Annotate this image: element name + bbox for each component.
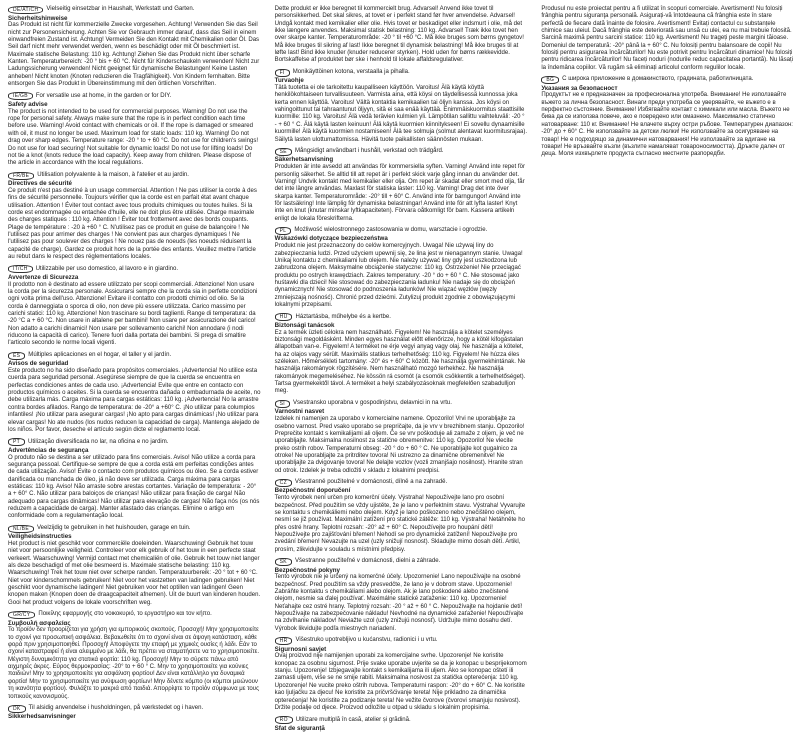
section-header — [8, 611, 261, 619]
section-body: Ovaj proizvod nije namijenjen uporabi za komercijalne svrhe. Upozorenje! Ne koristite konopac za osobnu sigurnost. Prije svake uporabe uvjerite se da je konopac u besprijekornom stanju. Upozorenje! Izbjegavajte kontakt s kemikalijama ili uljem. Ako se konopac oštetí ili zamasti uljem, više se ne smije rabiti. Maksimalna nosivost za statička opterećenja: 110 kg. Upozorenje! Ne vucite preko oštrih rubova. Temperaturni raspon: -20° do + 60° C. Ne koristite kao ljuljačku za djecu! Ne koristite za pričvršćivanje tereta! Nije prikladno za dinamička opterećenja! Ne koristite za podizanje tereta! Ne vežite čvorove (čvorovi smanjuju nosivost). Držite podalje od djece. Proizvod odložite u otpad u skladu s lokalnim propisima. — [274, 653, 527, 711]
country-code-badge: HU — [275, 313, 293, 321]
section-header — [275, 479, 528, 487]
section-body: Produsul nu este proiectat pentru a fi utilizat în scopuri comerciale. Avertisment! Nu folosiți frânghia pentru siguranţa personală. Asigurați-vă întotdeauna că frânghia este în stare perfectă de fiecare dată înainte de folosire. Avertisment! Evitați contactul cu substanțele chimice sau uleiul. Dacă frânghia este deteriorată sau unsă cu ulei, ea nu mai trebuie folosită. Sarcină maximă pentru sarcini statice: 110 kg. Avertisment! Nu trageți peste margini tăioase. Domeniul de temperatură: -20° până la + 60° C. Nu folosiți pentru balansoare de copii! Nu folosiți pentru asigurarea încărcăturilor! Nu este potrivit pentru încărcături dinamice! Nu folosiți pentru ridicarea încărcăturilor! Nu faceți noduri (nodurile reduc capacitatea portantă). Nu lăsați la îndemâna copiilor. Vă rugăm să eliminați articolul conform regulilor locale. — [541, 6, 794, 71]
country-code-badge: ES — [8, 352, 25, 360]
usage-intro: Mångsidigt användbart i hushåll, verkstad och trädgård. — [294, 148, 444, 155]
country-code-badge: FR/BE — [8, 172, 34, 180]
section-fi — [275, 69, 528, 144]
usage-intro: Ποικίλης εφαρμογής στο νοικοκυριό, το εργαστήριο και τον κήπο. — [38, 611, 212, 618]
section-body: Il prodotto non è destinato ad essere utilizzato per scopi commerciali. Attenzione! Non usare la corda per la sicurezza personale. Assicurarsi sempre che la corda sia in perfette condizioni ogni volta prima dell'uso. Attenzione! Evitare il contatto con prodotti chimici od olio. Se la corda è danneggiata o sporca di olio, non deve più essere utilizzata. Carico massimo per carichi statici: 110 kg. Attenzione! Non trascinare su bordi taglienti. Range di temperatura: da -20 °C a + 60 °C. Non usare in altalene per bambini! Non usare per assicurazione del carico! Non adatto a carichi dinamici! Non usare per sollevamento carichi! Non annodare (i nodi riducono la capacità di carico). Tenere fuori dalla portata dei bambini. Si prega di smaltire l'articolo secondo le norme locali vigenti. — [8, 281, 258, 347]
section-it — [8, 265, 261, 347]
section-si — [275, 400, 528, 475]
section-title: Sikkerhedsanvisninger — [8, 713, 76, 721]
section-body: Ce produit n'est pas destiné à un usage commercial. Attention ! Ne pas utiliser la corde à des fins de sécurité personnelle. Toujours vérifier que la corde est en parfait état avant chaque utilisation. Attention ! Éviter tout contact avec tous produits chimiques ou toutes huiles. Si la corde est endommagée ou entachée d'huile, elle ne doit plus être utilisée. Charge maximale des charges statiques : 110 kg. Attention ! Éviter tout frottement avec des bords coupants. Plage de température : -20 à +60 ° C. N'utilisez pas ce produit en guise de balançoire ! Ne l'utilisez pas pour arrimer des charges ! Ne convient pas aux charges dynamiques ! Ne l'utilisez pas pour soulever des charges ! Ne nouez pas de noeuds (les noeuds réduisent la capacité de charge). Gardez ce produit hors de la portée des enfants. Veuillez mettre l'article au rebut dans le respect des réglementations locales. — [8, 187, 257, 260]
section-se — [275, 148, 528, 223]
section-pl — [275, 227, 528, 309]
section-title: Säkerhetsanvisning — [274, 156, 334, 164]
section-header — [275, 148, 528, 156]
section-es — [8, 352, 261, 434]
country-code-badge: DK — [8, 705, 26, 713]
section-header — [8, 525, 261, 533]
section-body: Produkt nie jest przeznaczony do celów komercyjnych. Uwaga! Nie używaj liny do zabezpieczania ludzi. Przed użyciem upewnij się, że lina jest w nienagannym stanie. Uwaga! Unikaj kontaktu z chemikaliami lub olejem. Nie należy używać liny gdy jest uszkodzona lub zabrudzona olejem. Maksymalne obciążenie statyczne: 110 kg. Ostrzeżenie! Nie przeciągać produktu po ostrych krawędziach. Zakres temperatury: -20 ° do + 60 ° C. Nie stosować jako huśtawki dla dzieci! Nie stosować do zabezpieczania ładunku! Nie nadaje się do obciążeń dynamicznych! Nie stosować do podnoszenia ładunków! Nie wiązać węzłów (węzły zmniejszają nośność). Chronić przed dziećmi. Zutylizuj produkt zgodnie z obowiązującymi lokalnymi przepisami. — [274, 243, 523, 309]
usage-intro: Monikäyttöinen kotona, verstaalla ja pihalla. — [292, 69, 410, 76]
section-title: Biztonsági tanácsok — [274, 321, 335, 329]
section-hu — [275, 313, 528, 395]
country-code-badge: NL/BE — [8, 525, 34, 533]
section-header — [8, 6, 261, 14]
section-title: Veiligheidsinstructies — [8, 533, 72, 541]
usage-intro: Vielseitig einsetzbar in Haushalt, Werkstatt und Garten. — [46, 6, 195, 13]
section-body: Izdelek ni namenjen za uporabo v komercialne namene. Opozorilo! Vrvi ne uporabljajte za osebno varnost. Pred vsako uporabo se prepričajte, da je vrv v brezhibnem stanju. Opozorilo! Preprečite kontakt s kemikalijami ali oljem. Če se vrv poškoduje ali zamaže z oljem, je več ne uporabljajte. Maksimalna nosilnost za statične obremenitve: 110 kg. Opozorilo! Ne vlecite preko ostrih robov. Temperaturni obseg: -20 ° do + 60 ° C. Ne uporabljajte kot gugalnico za otroke! Ne uporabljajte za pritrditev tovora! Ni ustrezno za dinamične obremenitve! Ne uporabljajte za dvigovanje tovora! Ne delajte vozlov (vozli zmanjšajo nosilnost). Hranite stran od otrok. Izdelek je treba odložiti v skladu z lokalnimi predpisi. — [274, 416, 525, 474]
country-code-badge: CZ — [275, 479, 292, 487]
section-body: Tento výrobek není určen pro komerční účely. Výstraha! Nepoužívejte lano pro osobní bezpečnost. Před použitím se vždy ujistěte, že je lano v perfektním stavu. Výstraha! Vyvarujte se kontaktu s chemikáliemi nebo olejem. Když je lano poškozeno nebo znečištěno olejem, nesmí se již používat. Maximální zatížení pro statické zátěže: 110 kg. Výstraha! Netáhněte ho přes ostré hrany. Teplotní rozsah: -20° až + 60° C. Nepoužívejte pro houpání dětí! Nepoužívejte pro zajišťování břemen! Nehodí se pro dynamické zatížení! Nepoužívejte pro zvedání břemen! Nevazujte na uzel (uzly snižují nosnost). Skladujte mimo dosah dětí. Artikl, prosím, zlikvidujte v souladu s místními předpisy. — [274, 495, 526, 553]
usage-intro: For versatile use at home, in the garden or for DIY. — [35, 92, 172, 99]
section-body: Este producto no ha sido diseñado para propósitos comerciales. ¡Advertencia! No utilice esta cuerda para seguridad personal. Asegúrese siempre de que la cuerda se encuentra en perfectas condiciones antes de cada uso. ¡Advertencia! Evite que entre en contacto con productos químicos o aceites. Si la cuerda se encuentra dañada o embadurnada de aceite, no debe utilizarla más. Carga máxima para cargas estáticas: 110 kg. ¡Advertencia! No la arrastre contra bordes afilados. Rango de temperatura: de -20° a +60° C. ¡No utilizar para columpios infantiles! ¡No utilizar para asegurar cargas! ¡No apto para cargas dinámicas! ¡No utilizar para elevar cargas! No ate nudos (los nudos reducen la capacidad de carga). Mantenga alejado de los niños. Por favor, deseche el artículo según dicte el reglamento local. — [8, 368, 261, 433]
section-body: Produkten är inte avsedd att användas för kommersiella syften. Varning! Använd inte repet för personlig säkerhet. Se alltid till att repet är i perfekt skick varje gång innan du använder det. Varning! Undvik kontakt med kemikalier eller olja. Om repet är skadat eller smort med olja, får det inte längre användas. Maxlast för statiska laster: 110 kg. Varning! Drag det inte över skarpa kanter. Temperaturområde: -20° till + 60° C. Använd inte för barngungor! Använd inte för lastsäkring! Inte lämplig för dynamiska belastningar! Använd inte för att lyfta laster! Knyt inte en knut (knutar minskar lyftkapaciteten). Förvara oåtkomligt för barn. Kassera artikeln enligt de lokala föreskrifterna. — [274, 164, 525, 222]
section-header — [8, 705, 261, 713]
section-fr — [8, 172, 261, 262]
section-header — [8, 92, 261, 100]
usage-intro: Všestranne použiteľné v domácnosti, dielni a záhrade. — [294, 558, 441, 565]
section-hr — [275, 637, 528, 712]
section-title: Avvertenze di Sicurezza — [8, 273, 79, 281]
section-title: Συμβουλή ασφαλείας — [8, 619, 71, 627]
country-code-badge: RO — [275, 716, 293, 724]
country-code-badge: SI — [275, 400, 290, 408]
country-code-badge: DE/AT/CH — [8, 6, 43, 14]
usage-intro: Til alsidig anvendelse i husholdningen, på værkstedet og i haven. — [28, 705, 204, 712]
section-title: Turvaohje — [274, 77, 304, 85]
section-header — [275, 69, 528, 77]
country-code-badge: BG — [541, 76, 559, 84]
section-sk — [275, 558, 528, 633]
usage-intro: Możliwość wielostronnego zastosowania w domu, warsztacie i ogrodzie. — [294, 227, 488, 234]
usage-intro: Utilizare multiplă în casă, atelier și grădină. — [295, 716, 411, 723]
section-body: Dette produkt er ikke beregnet til kommercielt brug. Advarsel! Anvend ikke tovet til personsikkerhed. Det skal sikres, at tovet er i perfekt stand før hver anvendelse. Advarsel! Undgå kontakt med kemikalier eller olie. Hvis tovet er beskadiget eller indsmurt i olie, må det ikke længere anvendes. Maksimal statisk belastning: 110 kg. Advarsel! Træk ikke tovet hen over skarpe kanter. Temperaturområde: -20 ° til +60 °C. Må ikke bruges som børns gyngetov! Må ikke bruges til sikring af last! Ikke beregnet til dynamisk belastning! Må ikke bruges til at løfte last! Bind ikke knuder (knuder reducerer styrken). Hold uden for børns rækkevidde. Bortskaffelse af produktet bør ske i henhold til lokale affaldsregulativer. — [274, 6, 524, 64]
section-pt — [8, 438, 261, 520]
section-title: Directives de sécurité — [8, 180, 72, 188]
section-title: Указания за безопасност — [541, 84, 618, 92]
usage-intro: Utilisation polyvalente à la maison, à l'atelier et au jardin. — [37, 171, 189, 178]
section-header — [8, 265, 261, 273]
section-header — [275, 227, 528, 235]
usage-intro: Utilizzabile per uso domestico, al lavoro e in giardino. — [35, 265, 179, 272]
country-code-badge: SE — [275, 148, 292, 156]
section-title: Advertências de segurança — [8, 446, 89, 454]
section-header — [275, 558, 528, 566]
section-title: Bezpečnostné pokyny — [274, 566, 340, 574]
usage-intro: Veelzijdig te gebruiken in het huishouden, garage en tuin. — [36, 524, 191, 531]
section-body: Tento výrobok nie je určený na komerčné účely. Upozornenie! Lano nepoužívajte na osobné bezpečnosť. Pred použitím sa vždy presvedčte, že lano je v dobrom stave. Upozornenie! Zabráňte kontaktu s chemikáliami alebo olejom. Ak je lano poškodené alebo znečistené olejom, nesmie sa ďalej používať. Maximálne statické zaťaženie: 110 kg. Upozornenie! Neťahajte cez ostré hrany. Teplotný rozsah: -20 ° až + 60 ° C. Nepoužívajte na hojdanie detí! Nepoužívajte na zabezpečovanie nákladu! Nevhodné na dynamické zaťaženie! Nepoužívajte na zdvíhanie nákladov! Neviažte uzol (uzly znižujú nosnosť). Udržujte mimo dosahu detí. Výrobok likvidujte podľa miestnych nariadení. — [274, 574, 524, 632]
section-header — [275, 716, 528, 724]
section-body: Das Produkt ist nicht für kommerzielle Zwecke vorgesehen. Achtung! Verwenden Sie das Seil nicht zur Personensicherung. Achten Sie vor Gebrauch immer darauf, dass das Seil in einem einwandfreien Zustand ist. Achtung! Vermeiden Sie den Kontakt mit Chemikalien oder Öl. Das Seil darf nicht mehr verwendet werden, wenn es beschädigt oder mit Öl beschmiert ist. Maximale statische Belastung: 110 kg. Achtung! Ziehen Sie das Produkt nicht über scharfe Kanten. Temperaturbereich: -20 ° bis + 60 °C. Nicht für Kinderschaukeln verwenden! Nicht zur Ladungssicherung verwenden! Nicht geeignet für dynamische Belastungen! Keine Lasten anheben! Nicht knoten (Knoten reduzieren die Tragfähigkeit). Von Kindern fernhalten. Bitte entsorgen Sie das Produkt in Übereinstimmung mit den örtlichen Vorschriften. — [8, 22, 260, 88]
section-header — [8, 438, 261, 446]
section-header — [8, 172, 261, 180]
country-code-badge: SK — [275, 558, 292, 566]
section-header — [275, 637, 528, 645]
section-header — [541, 76, 794, 84]
section-title: Safety advise — [8, 100, 48, 108]
section-cz — [275, 479, 528, 554]
country-code-badge: IT/CH — [8, 265, 33, 273]
section-body: Ez a termék üzleti célokra nem használható. Figyelem! Ne használja a kötelet személyes biztonsági megoldásként. Minden egyes használat előtt ellenőrizze, hogy a kötél kifogástalan állapotban van-e. Figyelem! A terméket ne érje vegyi anyag vagy olaj. Ne használja a kötelet, ha az olajos vagy sérült. Maximális statikus terhelhetőség: 110 kg. Figyelem! Ne húzza éles széleken. Hőmérsékleti tartomány: -20° és + 60° C között. Ne használja gyermekhintának. Ne használja rakományok rögzítésére. Nem használható mozgó terhekhez. Ne használja rakományok megemeléséhez. Ne kössön rá csomót (a csomók csökkentik a terhelhetőséget). Tartsa gyermekektől távol. A terméket a helyi szabályozásoknak megfelelően szabadulljon meg. — [274, 329, 526, 395]
section-gb — [8, 92, 261, 167]
section-body: Het product is niet geschikt voor commerciële doeleinden. Waarschuwing! Gebruik het touw niet voor persoonlijke veiligheid. Controleer voor elk gebruik of het touw in een perfecte staat verkeert. Waarschuwing! Vermijd contact met chemicaliën of olie. Gebruik het touw niet langer als deze beschadigd of met olie besmeerd is. Maximale statische belasting: 110 kg. Waarschuwing! Trek het touw niet over scherpe randen. Temperatuurbereik: -20 ° tot + 60 °C. Niet voor kinderschommels gebruiken! Niet voor het vastzetten van ladingen gebruiken! Niet geschikt voor dynamische ladingen! Niet gebruiken voor het optillen van ladingen! Geen knopen maken (Knopen doen de draagcapaciteit afnemen). Uit de buurt van kinderen houden. Gooi het product volgens de lokale voorschriften weg. — [8, 540, 261, 606]
section-bg — [541, 76, 794, 158]
section-title: Sicherheitshinweise — [8, 14, 68, 22]
country-code-badge: GR/CY — [8, 611, 35, 619]
section-title: Avisos de seguridad — [8, 360, 69, 368]
section-de — [8, 6, 261, 88]
section-body: The product is not intended to be used for commercial purposes. Warning! Do not use the rope for personal safety. Always make sure that the rope is in perfect condition each time before use. Warning! Avoid contact with chemicals or oil. If the rope is damaged or smeared with oil, it must no longer be used. Maximum load for static loads: 110 kg. Warning! Do not drag over sharp edges. Temperature range: -20 ° to + 60 °C. Do not use for children's swings! Do not use for load securing! Not suitable for dynamic loads! Do not use for lifting loads! Do not tie a knot (knots reduce the load capacity). Keep away from children. Please dispose of the article in accordance with the local regulations. — [8, 108, 259, 167]
section-body: Tätä tuotetta ei ole tarkoitettu kaupalliseen käyttöön. Varoitus! Älä käytä köyttä henkilökohtaiseen turvallisuuteen. Varmista aina, että köysi on täydellisessä kunnossa joka kerta ennen käyttöä. Varoitus! Vältä kontaktia kemikaalien tai öljyn kanssa. Jos köysi on vahingoittunut tai tahraantunut öljyyn, sitä ei saa enää käyttää. Enimmäiskuormitus staattisille kuormille: 110 kg. Varoitus! Älä vedä terävien kulmien yli. Lämpötilan sallittu vaihteluväli: -20 ° - + 60 ° C. Älä käytä lasten keinuun! Älä käytä kuormien kiinnitykseen! Ei sovellu dynaamisille kuormille! Älä käytä kuormien nostamiseen! Älä tee solmuja (solmut alentavat kuormitusrajaa). Säilytä lasten ulottumattomissa. Hävitä tuote paikallisten säännösten mukaan. — [274, 85, 528, 143]
section-header — [275, 400, 528, 408]
country-code-badge: PT — [8, 438, 25, 446]
section-body: O produto não se destina a ser utilizado para fins comerciais. Aviso! Não utilize a corda para segurança pessoal. Certifique-se sempre de que a corda está em perfeitas condições antes de cada utilização. Aviso! Evite o contacto com produtos químicos ou óleo. Se a corda estiver danificada ou manchada de óleo, já não deve ser utilizada. Carga máxima para cargas estáticas: 110 kg. Aviso! Não arraste sobre arestas cortantes. Variação de temperatura: - 20° a + 60° C. Não utilizar para baloiços de crianças! Não utilizar para fixação de carga! Não adequado para cargas dinâmicas! Não utilizar para elevação de cargas! Não faça nós (os nós reduzem a capacidade de carga). Manter afastado das crianças. Elimine o artigo em conformidade com a regulamentação local. — [8, 454, 260, 520]
usage-intro: Háztartásba, műhelybe és a kertbe. — [295, 313, 391, 320]
section-body: Το προϊόν δεν προορίζεται για χρήση για εμπορικούς σκοπούς. Προσοχή! Μην χρησιμοποιείτε το σχοινί για προσωπική ασφάλεια. Βεβαιωθείτε ότι το σχοινί είναι σε άψογη κατάσταση, κάθε φορά πριν χρησιμοποιηθεί. Προσοχή! Αποφύγετε την επαφή με χημικές ουσίες ή λάδι. Εάν το σχοινί καταστραφεί ή είναι αλειμμένο με λάδι, θα πρέπει να σταματήσετε να το χρησιμοποιείτε. Μέγιστη δυναμικότητα για στατικά φορτία: 110 kg. Προσοχή! Μην το σύρετε πάνω από αιχμηρές άκρες. Εύρος θερμοκρασίας: -20° to + 60 ° C. Μην το χρησιμοποιείτε για κούνιες παιδιών! Μην το χρησιμοποιείτε για ασφάλιση φορτίου! Δεν είναι κατάλληλο για δυναμικά φορτία! Μην το χρησιμοποιείτε για ανύψωση φορτίων! Μην δένετε κόμπο (οι κόμποι μειώνουν τη ικανότητα φορτίου). Φυλάξτε το μακριά από παιδιά. Απορρίψτε το προϊόν σύμφωνα με τους τοπικούς κανονισμούς. — [8, 627, 260, 700]
usage-intro: Višestruko upotrebljivo u kućanstvu, radionici i u vrtu. — [295, 637, 438, 644]
usage-intro: С широка приложение в домакинството, градината, работилницата. — [562, 76, 754, 83]
country-code-badge: PL — [275, 227, 292, 235]
section-title: Bezpečnostní doporučení — [274, 487, 351, 495]
usage-intro: Všestranně použitelné v domácnosti, dílně a na zahradě. — [294, 479, 448, 486]
section-title: Varnostni nasvet — [274, 408, 325, 416]
usage-intro: Múltiples aplicaciones en el hogar, el taller y el jardín. — [28, 352, 172, 359]
usage-intro: Utilização diversificada no lar, na oficina e no jardim. — [28, 438, 169, 445]
section-nl — [8, 525, 261, 607]
section-title: Sfat de siguranță — [274, 724, 325, 732]
country-code-badge: HR — [275, 637, 293, 645]
country-code-badge: FI — [275, 69, 290, 77]
section-header — [8, 352, 261, 360]
country-code-badge: IE/GB — [8, 92, 33, 100]
section-gr — [8, 611, 261, 701]
section-title: Sigurnosni savjet — [274, 645, 327, 653]
section-title: Wskazówki dotyczące bezpieczeństwa — [274, 235, 388, 243]
section-header — [275, 313, 528, 321]
usage-intro: Vsestransko uporabna v gospodinjstvu, delavnici in na vrtu. — [292, 400, 452, 407]
section-body: Продуктът не е предназначен за професионална употреба. Внимание! Не използвайте въжето за лична безопасност. Винаги преди употреба се уверявайте, че въжето е в перфектно състояние. Внимание! Избягвайте контакт с химикали или масла. Въжето не бива да се използва повече, ако е повредено или омазнено. Максимално статично натоварване: 110 кг. Внимание! Не влачете върху остри ръбове. Температурен диапазон: -20° до + 60° С. Не използвайте за детски люлки! Не използвайте за осигуряване на товар! Не е подходящо за динамични натоварвания! Не използвайте за вдигане на товари! Не връзвайте възли (възлите намаляват товароносимостта). Дръжте далеч от деца. Моля изхвърлете продукта съгласно местните разпоредби. — [541, 92, 793, 158]
